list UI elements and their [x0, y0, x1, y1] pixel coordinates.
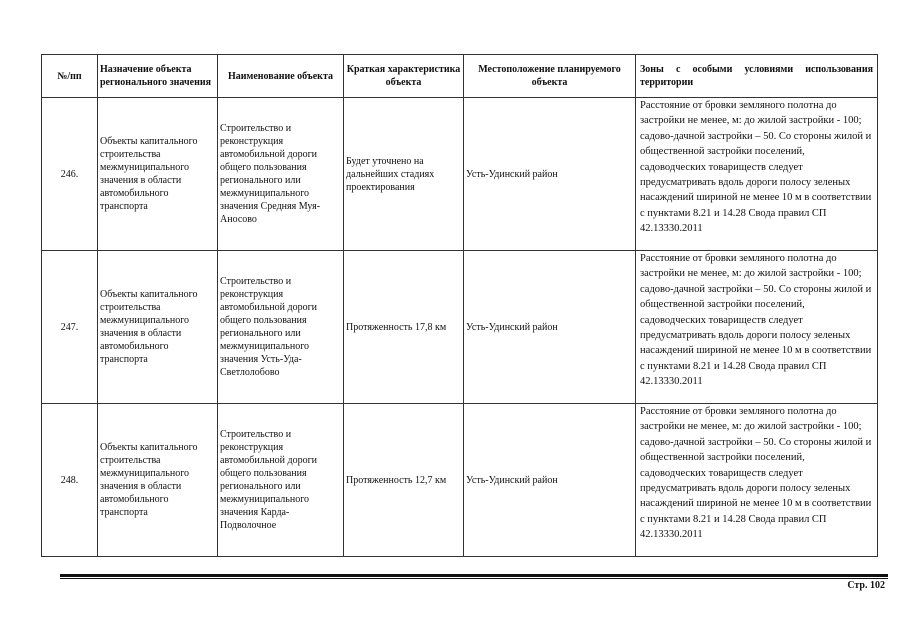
header-location: Местоположение планируемого объекта: [464, 55, 636, 98]
header-purpose: Назначение объекта регионального значения: [98, 55, 218, 98]
row-name: Строительство и реконструкция автомобильной дороги общего пользования регионального или межмуниципального значения Средняя Муя-Аносово: [218, 98, 344, 251]
row-brief: Протяженность 12,7 км: [344, 404, 464, 557]
row-brief: Протяженность 17,8 км: [344, 251, 464, 404]
row-brief: Будет уточнено на дальнейших стадиях проектирования: [344, 98, 464, 251]
row-num: 247.: [42, 251, 98, 404]
table-header-row: [42, 55, 878, 98]
row-zones: Расстояние от бровки земляного полотна до застройки не менее, м: до жилой застройки - 100; садово-дачной застройки – 50. Со стороны жилой и общественной застройки поселений, садоводческих товариществ следует предусматривать вдоль дороги полосу зеленых насаждений шириной не менее 10 м в соответствии с пунктами 8.21 и 14.28 Свода правил СП 42.13330.2011: [636, 404, 878, 557]
table-row: [42, 404, 878, 557]
row-purpose: Объекты капитального строительства межмуниципального значения в области автомобильного транспорта: [98, 404, 218, 557]
row-name: Строительство и реконструкция автомобильной дороги общего пользования регионального или межмуниципального значения Усть-Уда-Светлолобово: [218, 251, 344, 404]
row-name: Строительство и реконструкция автомобильной дороги общего пользования регионального или межмуниципального значения Карда-Подволочное: [218, 404, 344, 557]
row-location: Усть-Удинский район: [464, 404, 636, 557]
row-num: 246.: [42, 98, 98, 251]
row-location: Усть-Удинский район: [464, 251, 636, 404]
row-purpose: Объекты капитального строительства межмуниципального значения в области автомобильного транспорта: [98, 251, 218, 404]
header-name: Наименование объекта: [218, 55, 344, 98]
header-num: №/пп: [42, 55, 98, 98]
row-location: Усть-Удинский район: [464, 98, 636, 251]
header-brief: Краткая характеристика объекта: [344, 55, 464, 98]
row-num: 248.: [42, 404, 98, 557]
row-purpose: Объекты капитального строительства межмуниципального значения в области автомобильного транспорта: [98, 98, 218, 251]
objects-table: [41, 54, 878, 557]
table-row: [42, 251, 878, 404]
footer-divider-thin: [60, 578, 888, 579]
footer-divider: [60, 574, 888, 577]
row-zones: Расстояние от бровки земляного полотна до застройки не менее, м: до жилой застройки - 100; садово-дачной застройки – 50. Со стороны жилой и общественной застройки поселений, садоводческих товариществ следует предусматривать вдоль дороги полосу зеленых насаждений шириной не менее 10 м в соответствии с пунктами 8.21 и 14.28 Свода правил СП 42.13330.2011: [636, 251, 878, 404]
header-zones: Зоны с особыми условиями использования территории: [636, 55, 878, 98]
row-zones: Расстояние от бровки земляного полотна до застройки не менее, м: до жилой застройки - 100; садово-дачной застройки – 50. Со стороны жилой и общественной застройки поселений, садоводческих товариществ следует предусматривать вдоль дороги полосу зеленых насаждений шириной не менее 10 м в соответствии с пунктами 8.21 и 14.28 Свода правил СП 42.13330.2011: [636, 98, 878, 251]
page-number: Стр. 102: [847, 580, 885, 591]
table-row: [42, 98, 878, 251]
